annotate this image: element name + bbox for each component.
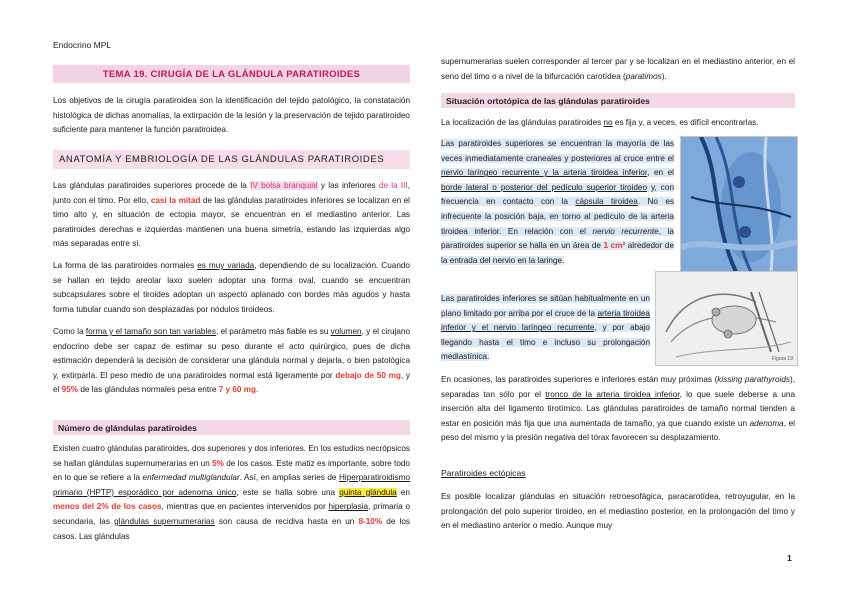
highlight-span: 7 y 60 mg: [218, 385, 257, 395]
document-header: Endocrino MPL: [53, 40, 112, 50]
italic-span: adenoma: [749, 418, 784, 428]
text-span: de las glándulas normales pesa entre: [78, 385, 219, 395]
text-span: y las inferiores: [317, 181, 379, 190]
text-span: Las paratiroides superiores se encuentran la mayoría de las veces inmediatamente craneales y posteriores al cruce entre el: [441, 139, 674, 163]
highlight-span: 1 cm²: [603, 241, 626, 251]
text-span: , y el cirujano endocrino debe ser capaz de estimar su peso durante el acto quirúrgico, pues de dicha estimación dependerá la decisión de considerar una glándula normal y dejarla, o bien patológica y, extirparla. El peso medio de una paratiroides normal está ligeramente por: [53, 327, 410, 380]
text-span: alrededor de la entrada del nervio en la laringe.: [441, 241, 675, 265]
underline-span: glándulas supernumerarias: [114, 516, 215, 526]
text-span: , primaria o secundaria, las: [53, 502, 411, 526]
text-span: .: [256, 385, 259, 395]
italic-span: paratimos: [625, 71, 662, 81]
text-span: ), separadas tan sólo por el: [441, 375, 795, 399]
highlight-span: IV bolsa branquial: [250, 181, 318, 190]
subheading-number-of-glands: Número de glándulas paratiroides: [53, 420, 410, 435]
text-span: En ocasiones, las paratiroides superiores e inferiores están muy próximas (: [441, 375, 718, 384]
highlight-span: 5%: [212, 458, 224, 468]
page-number: 1: [787, 553, 792, 563]
anatomy-illustration-lower: [655, 271, 798, 366]
paragraph-ectopic: Es posible localizar glándulas en situación retroesofágica, paracarotídea, retroyugular, en la prolongación del polo superior tiroideo, en el mediastino posterior, en la prolongación del timo y en el mediastino anterior o medio. Aunque muy: [441, 492, 795, 531]
paragraph-location: [441, 116, 795, 131]
underline-span: nervio laríngeo recurrente y la arteria tiroidea inferior: [441, 168, 648, 178]
paragraph-kissing: [441, 373, 795, 446]
paragraph-shape: [53, 259, 410, 317]
text-span: . Así, en amplias series de: [239, 473, 340, 483]
highlight-span: 8-10%: [358, 516, 383, 526]
text-span: , en el: [647, 168, 674, 178]
text-span: , el peso del mismo y la presión negativa del tórax favorecen su desplazamiento.: [441, 418, 795, 443]
italic-span: nervio recurrente: [592, 226, 659, 236]
page-title-text: TEMA 19. CIRUGÍA DE LA GLÁNDULA PARATIROIDES: [102, 68, 361, 80]
underline-span: Hiperparatiroidismo primario (HPTP) esporádico por adenoma único: [53, 473, 411, 497]
figure-label: Figura 19: [771, 356, 793, 362]
text-span: y, con frecuencia en contacto con la: [441, 182, 674, 207]
underline-span: arteria tiroidea inferior y el nervio laríngeo recurrente: [441, 308, 650, 333]
text-span: , dependiendo de su localización. Cuando se hallan en tejido areolar laxo suelen adoptar una forma oval, cuando se encuentran subcapsulares sobre el tiroides adoptan un aspecto aplanado con bordes más agudos y hasta forma tubular cuando son desplazadas por nódulos tiroideos.: [53, 261, 410, 314]
paragraph-volume: [53, 325, 410, 398]
text-span: , el parámetro más fiable es su: [215, 327, 331, 336]
underline-span: es muy variada: [197, 261, 255, 270]
text-span: supernumerarias suelen corresponder al tercer par y se localizan en el mediastino anterior, en el seno del timo o a nivel de la bifurcación carotídea (: [441, 57, 795, 81]
paragraph-origin: [53, 179, 410, 252]
text-span: de los casos. Este matiz es importante, sobre todo en lo que se refiere a la: [53, 458, 410, 483]
text-span: son causa de recidiva hasta en un: [214, 516, 359, 526]
anatomy-illustration-upper-svg: [681, 137, 797, 272]
paragraph-number: [53, 442, 410, 544]
text-span: , este se halla sobre una: [236, 487, 340, 497]
text-span: . No es infrecuente la posición baja, en torno al pedículo de la arteria tiroidea inferior. En relación con el: [441, 197, 674, 236]
highlight-span: quinta glándula: [339, 487, 397, 497]
text-span: , mientras que en pacientes intervenidos por: [161, 502, 329, 512]
text-span: Las glándulas paratiroides superiores procede de la: [53, 181, 251, 190]
underline-span: cápsula tiroidea: [575, 197, 638, 207]
section-heading-anatomy: ANATOMÍA Y EMBRIOLOGÍA DE LAS GLÁNDULAS PARATIROIDES: [53, 150, 410, 169]
text-span: , lo que suele deberse a una inserción alta del ligamento tirotímico. Las glándulas paratiroides de tamaño normal tienden a estar en posición más fija que una aumentada de tamaño, ya que cuando existe un: [441, 389, 795, 428]
highlight-span: casi la mitad: [150, 195, 201, 205]
underline-span: hiperplasia: [328, 502, 369, 512]
anatomy-illustration-upper: [680, 136, 798, 273]
text-span: Existen cuatro glándulas paratiroides, dos superiores y dos inferiores. En los estudios necrópsicos se hallan glándulas supernumerarias en un: [53, 444, 410, 468]
highlight-span: de la III: [378, 181, 408, 190]
text-span: Las paratiroides inferiores se sitúan habitualmente en un plano limitado por arriba por el cruce de la: [441, 294, 650, 318]
underline-span: borde lateral o posterior del pedículo superior tiroideo: [441, 182, 648, 192]
page-title: [53, 65, 410, 83]
italic-span: kissing parathyroids: [717, 375, 790, 384]
paragraph-supernumerary-continued: [441, 55, 795, 84]
paragraph-superior-glands: [441, 137, 674, 268]
text-span: La localización de las glándulas paratiroides: [441, 118, 604, 127]
highlight-span: 95%: [61, 385, 79, 395]
paragraph-inferior-glands: [441, 292, 650, 365]
text-span: ).: [661, 71, 667, 81]
text-span: es fija y, a veces, es difícil encontrarlas.: [612, 118, 759, 127]
highlight-span: debajo de 50 mg: [335, 370, 401, 380]
subheading-ectopic: Paratiroides ectópicas: [441, 468, 526, 478]
text-span: , y por abajo llegando hasta el timo e incluso su prolongación mediastínica.: [441, 323, 650, 362]
highlight-span: menos del 2% de los casos: [53, 502, 162, 512]
text-span: de los casos. Las glándulas: [53, 516, 410, 541]
underline-span: tronco de la arteria tiroidea inferior: [545, 389, 680, 399]
text-span: de las glándulas paratiroides inferiores se localizan en el timo alto y, en situación de ectopia mayor, se encuentran en el mediastino anterior. Las paratiroides derechas e izquierdas mantienen una buena simetría, estando las izquierdas algo más separadas entre sí.: [53, 195, 410, 249]
subheading-orthotopic: Situación ortotópica de las glándulas paratiroides: [441, 93, 795, 108]
text-span: , la paratiroides superior se halla en un área de: [441, 226, 674, 251]
text-span: en: [396, 487, 410, 497]
text-span: Como la: [53, 327, 86, 336]
text-span: , y el: [53, 370, 410, 395]
text-span: La forma de las paratiroides normales: [53, 261, 198, 270]
intro-paragraph: Los objetivos de la cirugía paratiroidea son la identificación del tejido patológico, la constatación histológica de dichas anomalías, la extirpación de la lesión y la preservación de tejido paratiroideo suficiente para mantener la función paratiroidea.: [53, 96, 410, 135]
underline-span: volumen: [330, 327, 362, 336]
underline-span: no: [603, 118, 613, 127]
underline-span: forma y el tamaño son tan variables: [85, 327, 216, 336]
text-span: , junto con el timo. Por ello,: [53, 181, 411, 205]
italic-span: enfermedad multiglandular: [142, 473, 240, 483]
anatomy-illustration-lower-svg: [656, 272, 797, 365]
